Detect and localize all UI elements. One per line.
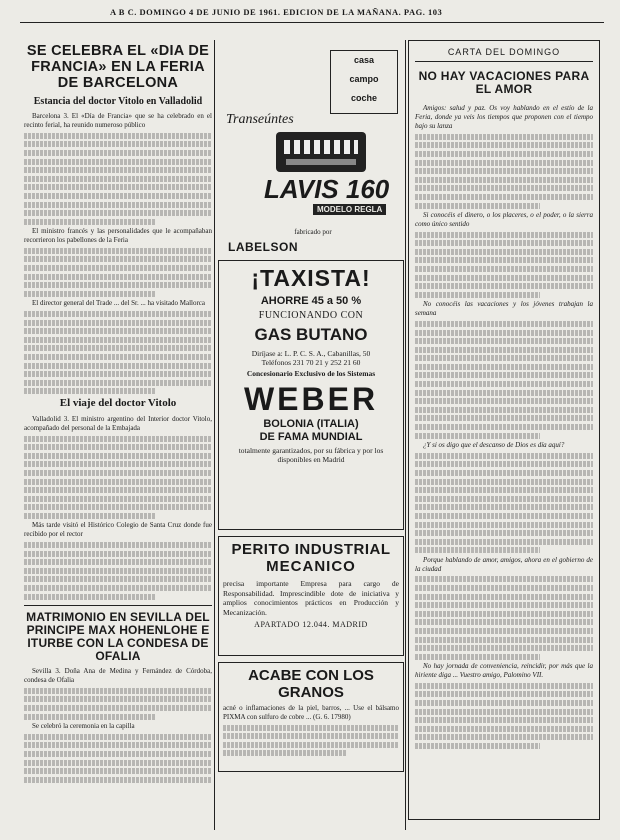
ad-lavis-note: fabricado por [294, 228, 332, 236]
carta-paragraph: No hay jornada de conveniencia, reincidir, por más que la hiriente diga ... Vuestro amigo, Palomino VII. [415, 662, 593, 680]
carta-paragraph: Porque hablando de amor, amigos, ahora en el gobierno de la ciudad [415, 555, 593, 573]
ad-lavis-tags [330, 50, 398, 114]
ad-taxista-address: Diríjase a: L. P. C. S. A., Cabanillas, 50 [251, 348, 371, 358]
carta-paragraph: ¿Y si os digo que el descanso de Dios es día aquí? [423, 441, 565, 450]
ad-taxista-concesionario: Concesionario Exclusivo de los Sistemas [246, 369, 376, 379]
column-middle [218, 40, 404, 830]
page-header: A B C. DOMINGO 4 DE JUNIO DE 1961. EDICION DE LA MAÑANA. PAG. 103 [110, 7, 443, 17]
ad-taxista-ahorre: AHORRE 45 a 50 % [260, 295, 362, 307]
headline-dia-de-francia: SE CELEBRA EL «DIA DE FRANCIA» EN LA FERIA DE BARCELONA [26, 43, 210, 91]
carta-kicker: CARTA DEL DOMINGO [415, 47, 593, 62]
ad-taxista-gas-butano: GAS BUTANO [254, 324, 368, 344]
section-divider [24, 605, 212, 606]
column-right [408, 40, 600, 830]
article-paragraph: Se celebró la ceremonia en la capilla [32, 722, 135, 731]
ad-lavis [218, 40, 404, 260]
carta-del-domingo-box [408, 40, 600, 820]
column-rule-1 [214, 40, 215, 830]
ad-lavis-maker: LABELSON [228, 240, 298, 254]
ad-lavis-brand: LAVIS 160 [264, 174, 390, 204]
ad-granos [218, 662, 404, 772]
ad-lavis-tag: campo [349, 74, 379, 84]
carta-paragraph: Amigos: salud y paz. Os voy hablando en el estío de la Feria, donde ya veis los tiempos que proponen con el tiempo bajo su lanza [415, 104, 593, 131]
headline-matrimonio-sevilla: MATRIMONIO EN SEVILLA DEL PRINCIPE MAX HOHENLOHE E ITURBE CON LA CONDESA DE OFALIA [26, 609, 210, 664]
ad-lavis-tag: casa [353, 55, 375, 65]
article-paragraph: El director general del Trade ... del Sr. ... ha visitado Mallorca [32, 299, 206, 308]
ad-granos-body: acné o inflamaciones de la piel, barros, ... Use el bálsamo PIXMA con sulfuro de cobre ... (G. 6. 17980) [223, 704, 399, 721]
carta-paragraph: No conocéis las vacaciones y los jóvenes trabajan la semana [415, 300, 593, 318]
article-paragraph: Sevilla 3. Doña Ana de Medina y Fernández de Córdoba, condesa de Ofalia [24, 667, 212, 685]
ad-taxista-title: ¡TAXISTA! [251, 265, 371, 291]
carta-paragraph: Si conocéis el dinero, o los placeres, o el poder, o la sierra como único sentido [415, 211, 593, 229]
ad-lavis-script: Transeúntes [226, 112, 294, 127]
ad-taxista [218, 260, 404, 530]
ad-perito-subtitle: MECANICO [266, 558, 356, 575]
ad-perito-title: PERITO INDUSTRIAL [231, 541, 391, 558]
column-left [24, 40, 212, 830]
carta-headline: NO HAY VACACIONES PARA EL AMOR [418, 69, 590, 97]
ad-taxista-bolonia: BOLONIA (ITALIA) [263, 417, 359, 430]
ad-perito [218, 536, 404, 656]
radio-illustration [276, 132, 366, 172]
ad-perito-body: precisa importante Empresa para cargo de Responsabilidad. Imprescindible dote de iniciativa y amplios conocimientos prácticos en Producción y Mecanización. [223, 579, 399, 617]
ad-lavis-tag: coche [350, 93, 377, 103]
ad-taxista-funcionando: FUNCIONANDO CON [258, 310, 364, 321]
subhead-vitolo-valladolid: Estancia del doctor Vitolo en Valladolid [33, 95, 203, 107]
ad-taxista-fama: DE FAMA MUNDIAL [259, 430, 363, 443]
column-rule-2 [405, 40, 406, 830]
ad-taxista-phones: Teléfonos 231 70 21 y 252 21 60 [261, 357, 361, 367]
subhead-viaje-vitolo: El viaje del doctor Vitolo [59, 397, 177, 410]
article-paragraph: El ministro francés y las personalidades que le acompañaban recorrieron los pabellones de la Feria [24, 227, 212, 245]
ad-taxista-weber: WEBER [243, 380, 379, 417]
ad-lavis-model: MODELO REGLA [313, 204, 386, 215]
ad-taxista-note: totalmente garantizados, por su fábrica y por los disponibles en Madrid [238, 445, 384, 464]
article-paragraph: Barcelona 3. El «Día de Francia» que se ha celebrado en el recinto ferial, ha reunido numeroso público [24, 112, 212, 130]
ad-granos-title: ACABE CON LOS GRANOS [248, 667, 374, 701]
ad-perito-address: APARTADO 12.044. MADRID [254, 620, 368, 630]
article-paragraph: Valladolid 3. El ministro argentino del Interior doctor Vitolo, acompañado del personal de la Embajada [24, 415, 212, 432]
header-rule [20, 22, 604, 23]
article-paragraph: Más tarde visitó el Histórico Colegio de Santa Cruz donde fue recibido por el rector [24, 521, 212, 539]
